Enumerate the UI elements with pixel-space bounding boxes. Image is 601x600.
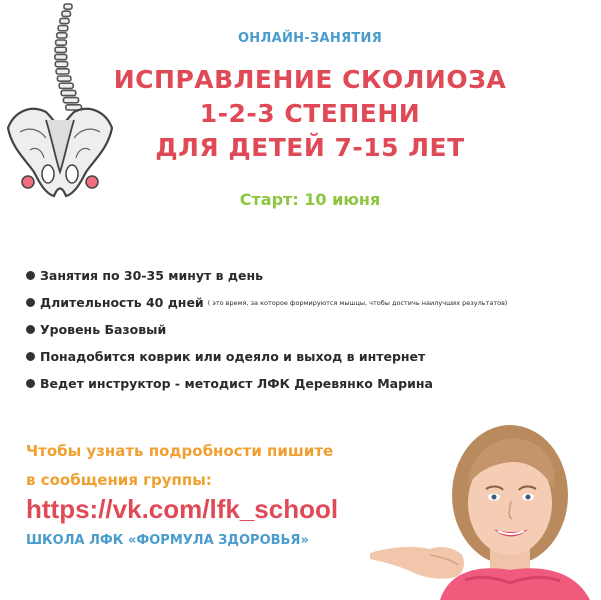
bullet-icon (26, 298, 35, 307)
start-date: Старт: 10 июня (239, 190, 381, 209)
subtitle: ОНЛАЙН-ЗАНЯТИЯ (237, 31, 383, 46)
vertebra-shape (55, 47, 66, 52)
list-item (26, 343, 586, 370)
page-title (100, 63, 520, 165)
bullet-icon (26, 325, 35, 334)
list-item-text: Занятия по 30-35 минут в день (40, 267, 263, 283)
vertebra-shape (64, 4, 72, 9)
list-item-note: ( это время, за которое формируются мышцы, чтобы достичь наилучших результатов) (207, 298, 508, 307)
vertebra-shape (59, 83, 73, 88)
list-item-text: Понадобится коврик или одеяло и выход в интернет (40, 348, 426, 364)
list-item (26, 316, 586, 343)
list-item (26, 262, 586, 289)
vertebra-shape (57, 33, 67, 38)
title-line-3: ДЛЯ ДЕТЕЙ 7-15 ЛЕТ (155, 133, 465, 162)
list-item (26, 370, 586, 397)
feature-list (26, 262, 586, 397)
vertebra-shape (55, 54, 67, 59)
vertebra-shape (56, 40, 67, 45)
title-line-1: ИСПРАВЛЕНИЕ СКОЛИОЗА (113, 65, 507, 94)
vertebra-shape (60, 18, 69, 23)
bullet-icon (26, 271, 35, 280)
contact-line-1: Чтобы узнать подробности пишите (26, 442, 334, 460)
vertebra-shape (57, 76, 71, 81)
group-link[interactable]: https://vk.com/lfk_school (26, 494, 339, 524)
title-line-2: 1-2-3 СТЕПЕНИ (199, 99, 421, 128)
bullet-icon (26, 379, 35, 388)
list-item-text: Ведет инструктор - методист ЛФК Деревянко Марина (40, 375, 433, 391)
vertebra-shape (55, 62, 67, 67)
list-item (26, 289, 586, 316)
vertebra-shape (58, 26, 68, 31)
contact-line-2: в сообщения группы: (26, 471, 212, 489)
list-item-text: Длительность 40 дней (40, 294, 204, 310)
vertebra-shape (62, 11, 71, 16)
vertebra-shape (56, 69, 69, 74)
vertebra-shape (63, 98, 78, 103)
instructor-photo (370, 405, 601, 600)
vertebra-shape (61, 90, 76, 95)
school-name: ШКОЛА ЛФК «ФОРМУЛА ЗДОРОВЬЯ» (26, 533, 309, 548)
bullet-icon (26, 352, 35, 361)
list-item-text: Уровень Базовый (40, 321, 167, 337)
